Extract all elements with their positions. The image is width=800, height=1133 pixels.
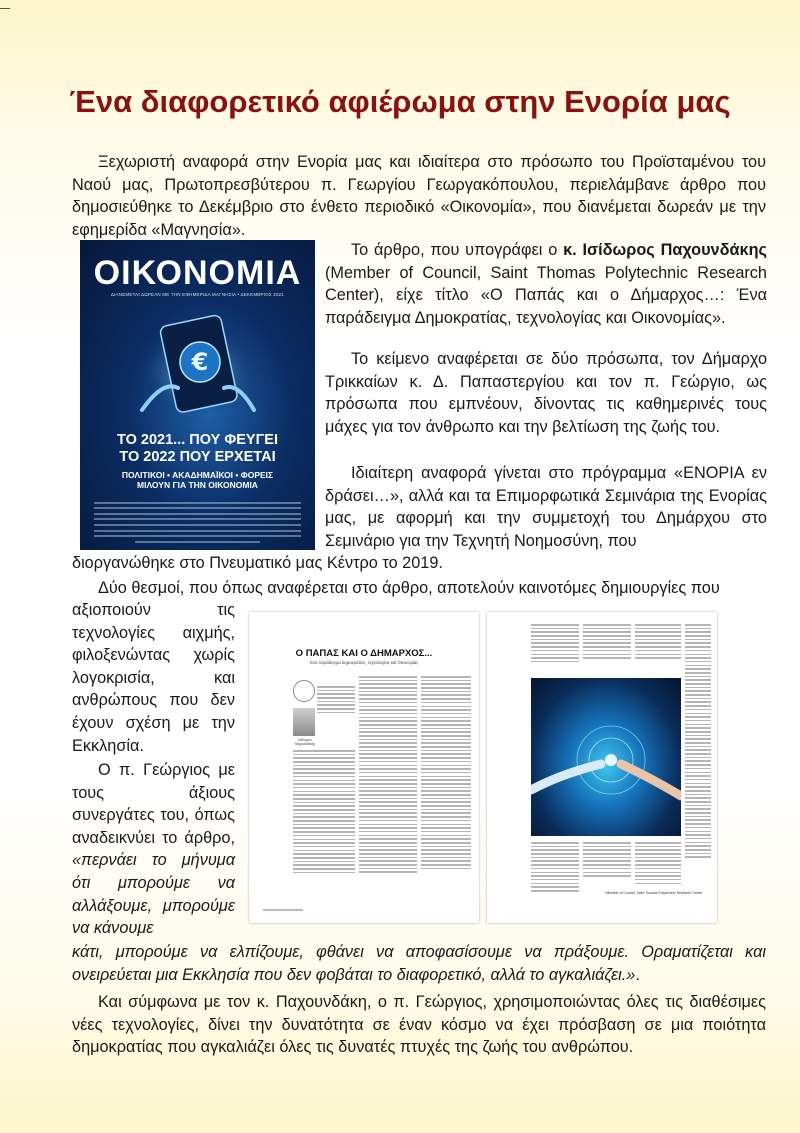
cover-fine-print [94, 498, 301, 546]
quote-paragraph [72, 759, 235, 940]
author-credit-note: *Member of Council, Saint Thomas Polytechnic Research Center [605, 891, 703, 895]
subjects-paragraph: Το κείμενο αναφέρεται σε δύο πρόσωπα, τον Δήμαρχο Τρικκαίων κ. Δ. Παπαστεργίου και τον π. Γεώργιο, ως πρόσωπα που εμπνέουν, δίνοντας τις καθημερινές τους μάχες για τον άνθρωπο και την βελτίωση της ζωής του. [325, 350, 767, 436]
thumb2-column-1-top [531, 624, 579, 665]
cover-headline-line-2: ΤΟ 2022 ΠΟΥ ΕΡΧΕΤΑΙ [119, 449, 276, 465]
thumb2-column-3-bottom [635, 842, 681, 886]
thumb2-column-3-top [635, 624, 681, 661]
closing-paragraph: Και σύμφωνα με τον κ. Παχουνδάκη, ο π. Γεώργιος, χρησιμοποιώντας όλες τις διαθέσιμες νέες τεχνολογίες, δίνει την δυνατότητα σε έναν κόσμο να έχει πρόσβαση σε μια ποιότητα δημοκρατίας που αγκαλιάζει όλες τις δυνατές πτυχές της ζωής του ανθρώπου. [72, 993, 766, 1057]
quote-period: . [635, 965, 640, 984]
programs-paragraph-end: διοργανώθηκε στο Πνευματικό μας Κέντρο το 2019. [72, 554, 443, 572]
author-portrait-caption: Ισίδωρος Παχουνδάκης [294, 738, 316, 746]
institutions-paragraph: Δύο θεσμοί, που όπως αναφέρεται στο άρθρο, αποτελούν καινοτόμες δημιουργίες που [98, 579, 720, 597]
thumb-article-title: Ο ΠΑΠΑΣ ΚΑΙ Ο ΔΗΜΑΡΧΟΣ... [295, 648, 433, 659]
thumb-column-1 [317, 686, 355, 716]
article-title: Ένα διαφορετικό αφιέρωμα στην Ενορία μας [69, 84, 731, 119]
quote-paragraph-end [72, 941, 766, 986]
thumb2-column-2-top [583, 624, 631, 661]
programs-paragraph: Ιδιαίτερη αναφορά γίνεται στο πρόγραμμα «ΕΝΟΡΙΑ εν δράσει…», αλλά και τα Επιμορφωτικά Σεμινάρια της Ενορίας μας, με αφορμή και την συμμετοχή του Δημάρχου στο Σεμινάριο για την Τεχνητή Νοημοσύνη, που [325, 464, 767, 550]
thumb-footer [263, 909, 303, 911]
quote-text: «περνάει το μήνυμα ότι μπορούμε να αλλάξουμε, μπορούμε να κάνουμε [72, 851, 235, 938]
article-info-text: Το άρθρο, που υπογράφει ο [351, 241, 564, 259]
thumb-column-2 [359, 676, 417, 875]
cover-tagline-line-1: ΠΟΛΙΤΙΚΟΙ • ΑΚΑΔΗΜΑΪΚΟΙ • ΦΟΡΕΙΣ [121, 470, 274, 480]
thumb2-column-2-bottom [583, 842, 631, 879]
cover-brand: ΟΙΚΟΝΟΜΙΑ [93, 254, 302, 292]
cover-tagline-line-2: ΜΙΛΟΥΝ ΓΙΑ ΤΗΝ ΟΙΚΟΝΟΜΙΑ [137, 480, 258, 490]
article-info-text-end: (Member of Council, Saint Thomas Polytechnic Research Center), είχε τίτλο «Ο Παπάς και ο Δήμαρχος…: Ένα παράδειγμα Δημοκρατίας, τεχνολογίας και Οικονομίας». [325, 263, 767, 327]
cover-tagline [80, 470, 315, 490]
thumb-column-3 [421, 676, 471, 871]
thumb-logo-icon [293, 680, 315, 702]
author-portrait [293, 708, 315, 736]
article-info-paragraph [325, 239, 767, 329]
article-page-2-thumbnail [487, 612, 717, 923]
robot-human-hands-image [531, 678, 681, 836]
institutions-paragraph-continued: αξιοποιούν τις τεχνολογίες αιχμής, φιλοξενώντας χωρίς λογοκρισία, και ανθρώπους που δεν έχουν σχέση με την Εκκλησία. [72, 601, 235, 755]
thumb-article-subtitle: Ένα παράδειγμα Δημοκρατίας, τεχνολογίας και Οικονομίας [309, 660, 419, 665]
article-page-1-thumbnail [249, 612, 479, 923]
author-name: κ. Ισίδωρος Παχουνδάκης [563, 241, 767, 259]
quote-text-end: κάτι, μπορούμε να ελπίζουμε, φθάνει να αποφασίσουμε να πράξουμε. Οραματίζεται και ονειρεύεται μια Εκκλησία που δεν φοβάται το διαφορετικό, αλλά το αγκαλιάζει.» [72, 943, 766, 984]
thumb2-column-4 [685, 624, 711, 860]
cover-subtitle: ΔΙΑΝΕΜΕΤΑΙ ΔΩΡΕΑΝ ΜΕ ΤΗΝ ΕΦΗΜΕΡΙΔΑ ΜΑΓΝΗΣΙΑ • ΔΕΚΕΜΒΡΙΟΣ 2021 [110, 292, 285, 297]
cover-headline-line-1: ΤΟ 2021... ΠΟΥ ΦΕΥΓΕΙ [117, 432, 278, 448]
intro-paragraph: Ξεχωριστή αναφορά στην Ενορία μας και ιδιαίτερα στο πρόσωπο του Προϊσταμένου του Ναού μας, Πρωτοπρεσβύτερου π. Γεωργίου Γεωργακόπουλου, περιελάμβανε άρθρο που δημοσιεύθηκε το Δεκέμβριο στο ένθετο περιοδικό «Οικονομία», που διανέμεται δωρεάν με την εφημερίδα «Μαγνησία». [72, 153, 766, 239]
cover-headline [80, 432, 315, 466]
page-corner-mark [0, 8, 10, 9]
smartphone-euro-illustration [138, 310, 258, 415]
quote-intro: Ο π. Γεώργιος με τους άξιους συνεργάτες του, όπως αναδεικνύει το άρθρο, [72, 761, 235, 847]
magazine-cover-image [80, 240, 315, 550]
thumb-column-1b [293, 750, 355, 875]
thumb2-column-1-bottom [531, 842, 579, 894]
svg-text:€: € [191, 348, 209, 376]
